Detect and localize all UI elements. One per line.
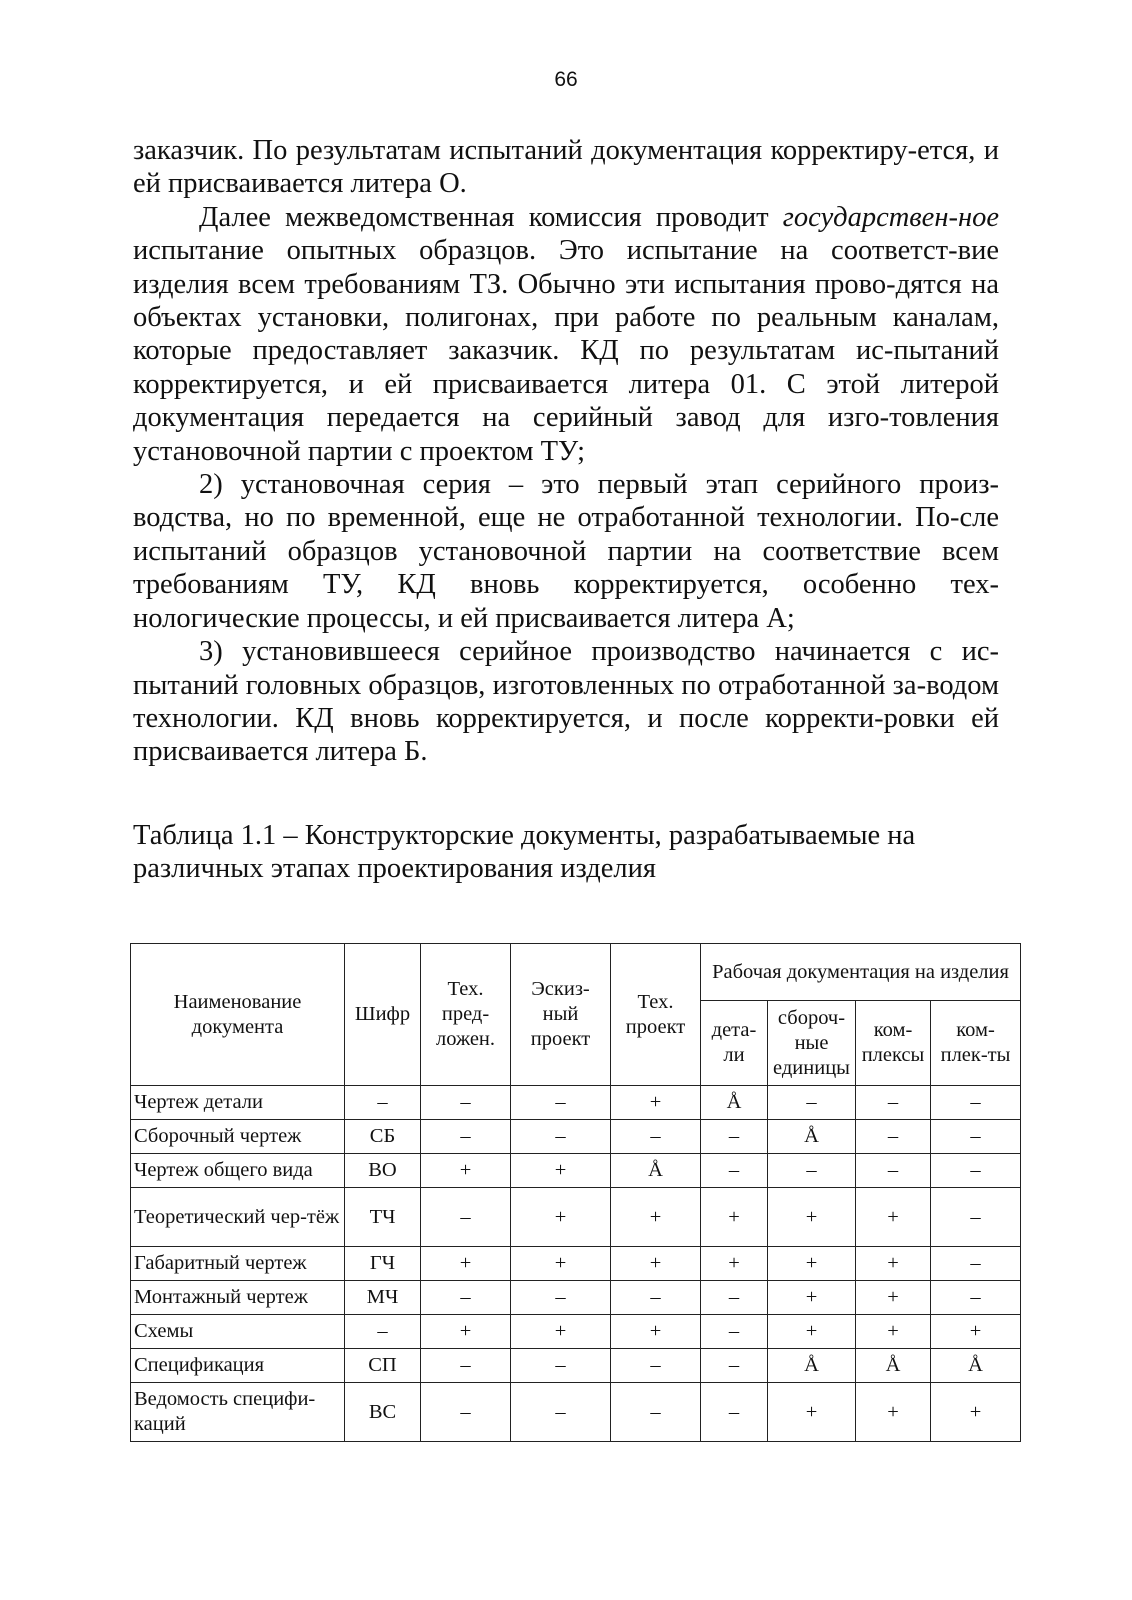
value-cell: – [511,1281,611,1315]
value-cell: + [856,1247,931,1281]
value-cell: – [611,1383,701,1442]
table-row [131,1349,1021,1383]
value-cell: – [856,1120,931,1154]
code-cell: ТЧ [345,1188,421,1247]
value-cell: + [856,1281,931,1315]
value-cell: – [511,1383,611,1442]
value-cell: – [611,1281,701,1315]
value-cell: + [511,1188,611,1247]
value-cell: – [931,1188,1021,1247]
document-name-cell: Ведомость специфи-каций [131,1383,345,1442]
document-name-cell: Габаритный чертеж [131,1247,345,1281]
value-cell: + [421,1315,511,1349]
value-cell: – [856,1154,931,1188]
value-cell: – [701,1154,768,1188]
value-cell: Å [931,1349,1021,1383]
value-cell: Å [768,1349,856,1383]
value-cell: – [421,1188,511,1247]
code-cell: – [345,1315,421,1349]
paragraph [133,134,999,201]
table-row [131,1315,1021,1349]
table-row [131,1281,1021,1315]
value-cell: + [856,1188,931,1247]
header-tech-proposal: Тех. пред-ложен. [421,944,511,1086]
value-cell: + [611,1315,701,1349]
header-sketch-project: Эскиз-ный проект [511,944,611,1086]
value-cell: – [611,1349,701,1383]
value-cell: + [421,1247,511,1281]
value-cell: + [701,1188,768,1247]
value-cell: – [768,1154,856,1188]
document-name-cell: Монтажный чертеж [131,1281,345,1315]
paragraph [133,468,999,635]
value-cell: – [768,1086,856,1120]
value-cell: – [511,1349,611,1383]
document-name-cell: Схемы [131,1315,345,1349]
value-cell: Å [611,1154,701,1188]
text-segment: заказчик. По результатам испытаний документация корректиру-ется, и ей присваивается литера О. [133,135,999,200]
value-cell: – [931,1281,1021,1315]
value-cell: – [421,1383,511,1442]
header-kits: ком-плек-ты [931,1001,1021,1086]
text-segment: 2) установочная серия – это первый этап серийного произ-водства, но по временной, еще не отработанной технологии. По-сле испытаний образцов установочной партии на соответствие всем требованиям ТУ, КД вновь корректируется, особенно тех-нологические процессы, и ей присваивается литера А; [133,469,999,634]
value-cell: + [611,1188,701,1247]
table-row [131,1086,1021,1120]
value-cell: Å [856,1349,931,1383]
header-working-docs: Рабочая документация на изделия [701,944,1021,1001]
value-cell: + [768,1281,856,1315]
code-cell: СБ [345,1120,421,1154]
code-cell: СП [345,1349,421,1383]
value-cell: + [421,1154,511,1188]
table-body [131,1086,1021,1442]
table-caption: Таблица 1.1 – Конструкторские документы, разрабатываемые на различных этапах проектирования изделия [133,820,916,885]
document-name-cell: Сборочный чертеж [131,1120,345,1154]
value-cell: + [856,1383,931,1442]
table-row [131,1154,1021,1188]
document-name-cell: Теоретический чер-тёж [131,1188,345,1247]
value-cell: + [511,1154,611,1188]
header-tech-project: Тех. проект [611,944,701,1086]
table-row [131,1120,1021,1154]
value-cell: – [701,1349,768,1383]
value-cell: – [421,1281,511,1315]
value-cell: – [931,1086,1021,1120]
value-cell: + [511,1315,611,1349]
value-cell: + [511,1247,611,1281]
header-code: Шифр [345,944,421,1086]
value-cell: + [768,1188,856,1247]
value-cell: – [511,1086,611,1120]
code-cell: ВО [345,1154,421,1188]
value-cell: – [931,1120,1021,1154]
value-cell: – [701,1315,768,1349]
italic-text: государствен-ное [782,201,999,233]
text-segment: 3) установившееся серийное производство начинается с ис-пытаний головных образцов, изготовленных по отработанной за-водом технологии. КД вновь корректируется, и после корректи-ровки ей присваивается литера Б. [133,636,999,768]
text-segment: испытание опытных образцов. Это испытание на соответст-вие изделия всем требованиям ТЗ. Обычно эти испытания прово-дятся на объектах установки, полигонах, при работе по реальным каналам, которые предоставляет заказчик. КД по результатам ис-пытаний корректируется, и ей присваивается литера 01. С этой литерой документация передается на серийный завод для изго-товления установочной партии с проектом ТУ; [133,235,999,467]
value-cell: – [856,1086,931,1120]
value-cell: – [511,1120,611,1154]
table-row [131,1188,1021,1247]
value-cell: – [611,1120,701,1154]
table-row [131,1247,1021,1281]
value-cell: + [856,1315,931,1349]
code-cell: – [345,1086,421,1120]
code-cell: МЧ [345,1281,421,1315]
header-name: Наименование документа [131,944,345,1086]
text-segment: Далее межведомственная комиссия проводит [199,201,783,233]
header-parts: дета-ли [701,1001,768,1086]
value-cell: + [931,1383,1021,1442]
document-name-cell: Чертеж детали [131,1086,345,1120]
document-name-cell: Чертеж общего вида [131,1154,345,1188]
value-cell: – [701,1383,768,1442]
value-cell: – [931,1154,1021,1188]
paragraph [133,635,999,769]
value-cell: + [931,1315,1021,1349]
value-cell: + [611,1247,701,1281]
body-text [133,134,999,769]
value-cell: + [768,1383,856,1442]
value-cell: + [768,1247,856,1281]
value-cell: – [931,1247,1021,1281]
value-cell: + [611,1086,701,1120]
value-cell: – [421,1120,511,1154]
paragraph [133,201,999,468]
value-cell: – [421,1086,511,1120]
document-name-cell: Спецификация [131,1349,345,1383]
value-cell: Å [768,1120,856,1154]
page-number: 66 [554,68,578,91]
value-cell: – [421,1349,511,1383]
header-assembly-units: сбороч-ные единицы [768,1001,856,1086]
value-cell: Å [701,1086,768,1120]
value-cell: – [701,1281,768,1315]
code-cell: ВС [345,1383,421,1442]
code-cell: ГЧ [345,1247,421,1281]
value-cell: + [768,1315,856,1349]
header-complexes: ком-плексы [856,1001,931,1086]
table-row [131,1383,1021,1442]
documents-table [130,943,1021,1442]
value-cell: – [701,1120,768,1154]
value-cell: + [701,1247,768,1281]
